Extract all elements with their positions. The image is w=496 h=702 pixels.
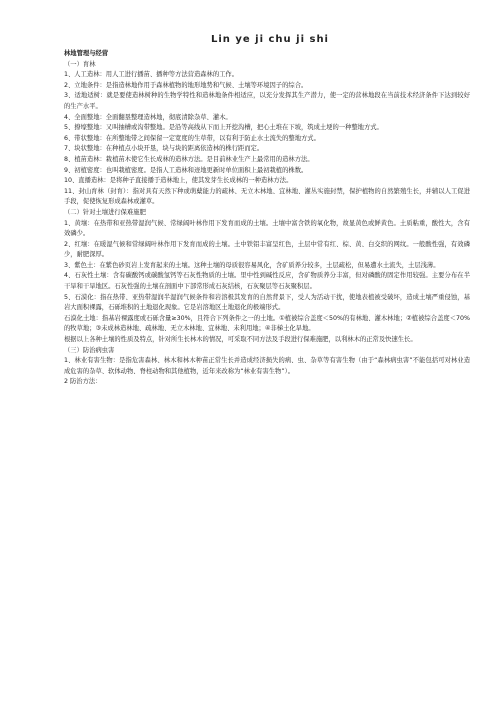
subsection-heading: （一）育林 [64, 60, 96, 68]
paragraph: 9、初植密度：也叫栽植密度。是指人工造林和迹地更新时单位面积上最初栽植的株数。 [64, 166, 308, 174]
paragraph: 11、封山育林（封育）：指对具有天然下种或萌蘖能力的疏林、无立木林地、宜林地、灌丛实施封禁，保护植物的自然繁殖生长，并辅以人工促进手段，促使恢复形成森林或灌草。 [64, 187, 470, 206]
paragraph: 2、红壤：在暖湿气候和常绿阔叶林作用下发育而成的土壤。土中铁铝丰富呈红色，土层中常有红、棕、黄、白交织的网纹。一般酸性强，有效磷少，耐肥深厚。 [64, 240, 470, 259]
paragraph: 5、石漠化：指在热带、亚热带湿润半湿润气候条件和岩溶极其发育的自然背景下，受人为活动干扰，使地表植被受破坏，造成土壤严重侵蚀，基岩大面积裸露，石砾堆积的土地退化现象。它是岩溶地区土地退化的极端形式。 [64, 293, 470, 312]
paragraph: 2 防治方法： [64, 378, 102, 386]
paragraph: 3、适地适树：就是要使造林树种的生物学特性和造林地条件相适应，以充分发挥其生产潜力，使一定的营林地段在当前技术经济条件下达到较好的生产水平。 [64, 92, 470, 110]
paragraph: 5、撩壕整地：又叫抽槽或沟带整地。是沿等高线从下而上开挖沟槽，把心土堆在下坡，筑成土埂的一种整地方式。 [64, 124, 383, 132]
paragraph: 3、紫色土：在紫色砂页岩上发育起来的土壤。这种土壤的母质很容易风化，含矿质养分较多，土层疏松，但易遭水土流失，土层浅薄。 [64, 261, 440, 269]
paragraph: 6、带状整地：在所整地带之间保留一定宽度的生草带，以有利于防止水土流失的整地方式。 [64, 134, 320, 142]
paragraph: 1、黄壤：在热带和亚热带湿润气候、常绿阔叶林作用下发育而成的土壤。土壤中富含铁的氧化物，故显黄色或鲜黄色。土质粘重，酸性大，含有效磷少。 [64, 219, 470, 238]
paragraph: 1、林业有害生物：是指危害森林、林木和林木种苗正常生长并造成经济损失的病、虫、杂草等有害生物（由于“森林病虫害”不能包括可对林业造成危害的杂草、软体动物、脊柱动物和其他植物，近年来改称为“林业有害生物”）。 [64, 357, 470, 375]
paragraph: 根据以上各种土壤的性质及特点，针对所生长林木的情况，可采取不同方法及手段进行保难施肥，以利林木的正常及快速生长。 [64, 336, 417, 344]
paragraph: 石漠化土地：指基岩裸露度或石砾含量≥30%，且符合下列条件之一的土地。①植被综合盖度＜50%的有林地、灌木林地；②植被综合盖度＜70%的牧草地；③未成林造林地、疏林地、无立木林地、宜林地、未利用地；④非梯土化旱地。 [64, 314, 470, 333]
paragraph: 4、石灰性土壤：含有碳酸钙或碳酸氢钙等石灰性物质的土壤。里中性到碱性反应，含矿物质养分丰富，但对磷酸的固定作用较强。主要分布在半干旱和干旱地区。石灰性强的土壤在剖面中下部常形成石灰结核，石灰聚层等石灰聚积层。 [64, 272, 470, 291]
document-body [64, 49, 470, 388]
subsection-heading: （三）防治病虫害 [64, 346, 115, 354]
subsection-heading: （二）针对土壤进行保难施肥 [64, 208, 146, 216]
paragraph: 10、直播造林：是将种子直接播于造林地上，使其发芽生长成林的一种造林方法。 [64, 177, 293, 185]
paragraph: 4、全面整地：全面翻垦整理造林地，彻底清除杂草、灌木。 [64, 113, 232, 121]
paragraph: 8、植苗造林：栽植苗木使它生长成林的造林方法。是目前林业生产上最常用的造林方法。 [64, 155, 314, 163]
paragraph: 7、块状整地：在种植点小块开垦，块与块的距离依造林的株行距而定。 [64, 145, 264, 153]
paragraph: 2、立地条件：是指造林地作用于森林植物的地形地势和气候、土壤等环境因子的综合。 [64, 81, 308, 89]
section-heading: 林地管理与经营 [64, 50, 109, 57]
document-title: Lin ye ji chu ji shi [210, 34, 329, 45]
paragraph: 1、人工造林：用人工进行播苗、播种等方法营造森林的工作。 [64, 71, 239, 79]
